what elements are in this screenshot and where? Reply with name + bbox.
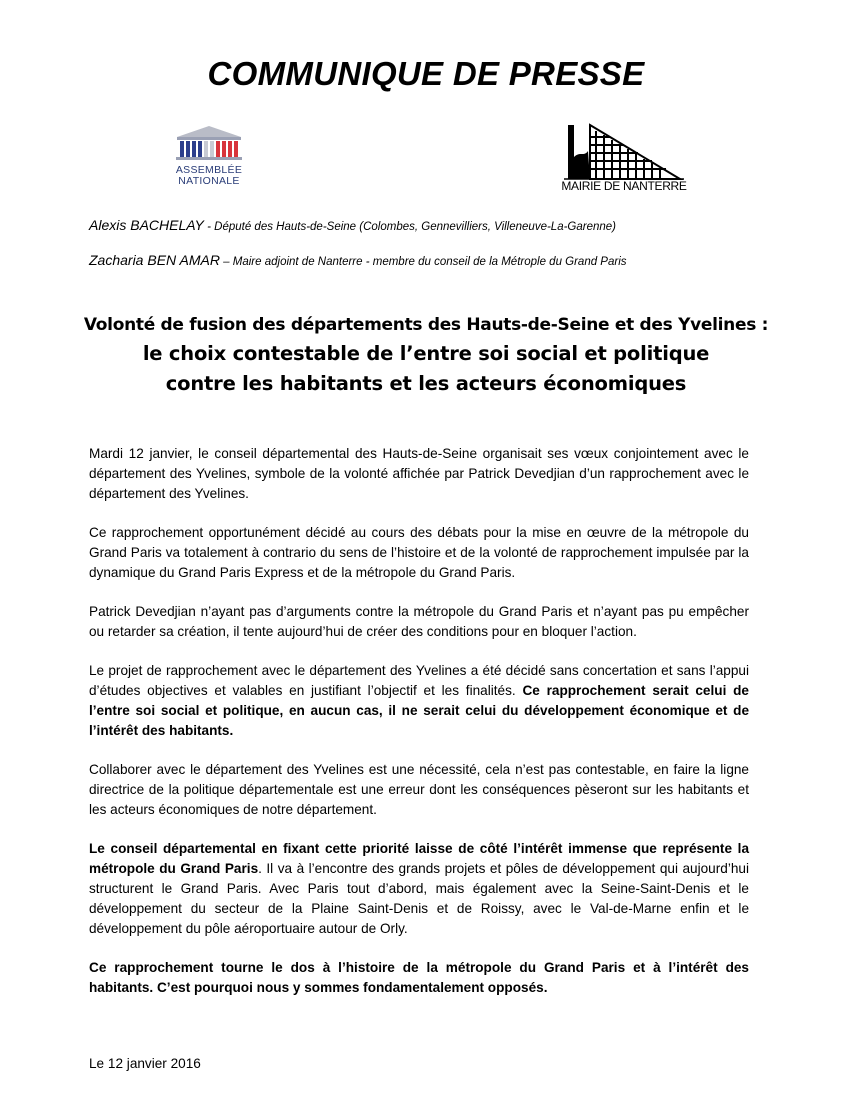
assemblee-nationale-wordmark: ASSEMBLÉE NATIONALE [175, 164, 243, 187]
author-line-1 [89, 217, 616, 233]
paragraph-6-emphasis: Le conseil départemental en fixant cette priorité laisse de côté l’intérêt immense que représente la métropole du Grand Paris [89, 841, 749, 876]
paragraph-2: Ce rapprochement opportunément décidé au cours des débats pour la mise en œuvre de la métropole du Grand Paris va totalement à contrario du sens de l’histoire et de la volonté de rapprochement impulsée par la dynamique du Grand Paris Express et de la métropole du Grand Paris. [89, 525, 749, 580]
author-name: Alexis BACHELAY [89, 217, 204, 233]
parliament-building-icon [173, 125, 245, 165]
headline-line-1: Volonté de fusion des départements des Hauts-de-Seine et des Yvelines : [83, 315, 769, 335]
author-line-2 [89, 252, 627, 268]
headline-line-3: contre les habitants et les acteurs économiques [165, 372, 687, 395]
author-name: Zacharia BEN AMAR [89, 252, 220, 268]
author-separator: - [203, 221, 215, 233]
paragraph-4-emphasis: Ce rapprochement serait celui de l’entre soi social et politique, en aucun cas, il ne serait celui du développement économique et de l’intérêt des habitants. [89, 683, 749, 738]
assemblee-nationale-logo [170, 125, 248, 197]
page-title: COMMUNIQUE DE PRESSE [207, 55, 645, 92]
paragraph-1: Mardi 12 janvier, le conseil départemental des Hauts-de-Seine organisait ses vœux conjointement avec le département des Yvelines, symbole de la volonté affichée par Patrick Devedjian d’un rapprochement avec le département des Yvelines. [89, 446, 749, 501]
paragraph-3: Patrick Devedjian n’ayant pas d’arguments contre la métropole du Grand Paris et n’ayant pas pu empêcher ou retarder sa création, il tente aujourd’hui de créer des conditions pour en bloquer l’action. [89, 604, 749, 639]
mairie-de-nanterre-wordmark: MAIRIE DE NANTERRE [561, 179, 687, 193]
nanterre-building-icon [560, 123, 688, 181]
release-date: Le 12 janvier 2016 [89, 1056, 201, 1071]
paragraph-5: Collaborer avec le département des Yvelines est une nécessité, cela n’est pas contestable, en faire la ligne directrice de la politique départementale est une erreur dont les conséquences pèseront sur les habitants et les acteurs économiques de notre département. [89, 762, 749, 817]
press-release-body [89, 444, 749, 1017]
author-role: Député des Hauts-de-Seine (Colombes, Gennevilliers, Villeneuve-La-Garenne) [214, 221, 617, 233]
paragraph-4-text: Le projet de rapprochement avec le département des Yvelines a été décidé sans concertation et sans l’appui d’études objectives et valables en justifiant l’objectif et les finalités. [89, 663, 749, 698]
paragraph-7 [89, 958, 749, 998]
author-role: Maire adjoint de Nanterre - membre du conseil de la Métrople du Grand Paris [232, 256, 627, 268]
author-separator: – [219, 256, 233, 268]
paragraph-6 [89, 839, 749, 939]
paragraph-6-text: . Il va à l’encontre des grands projets et pôles de développement qui aujourd’hui structurent le Grand Paris. Avec Paris tout d’abord, mais également avec la Seine-Saint-Denis et le développement du secteur de la Plaine Saint-Denis et de Roissy, avec le Val-de-Marne enfin et le développement du pôle aéroportuaire autour de Orly. [89, 861, 749, 936]
paragraph-4 [89, 661, 749, 741]
paragraph-7-emphasis: Ce rapprochement tourne le dos à l’histoire de la métropole du Grand Paris et à l’intérêt des habitants. C’est pourquoi nous y sommes fondamentalement opposés. [89, 960, 749, 995]
mairie-de-nanterre-logo [560, 123, 688, 199]
headline-line-2: le choix contestable de l’entre soi social et politique [142, 342, 710, 365]
